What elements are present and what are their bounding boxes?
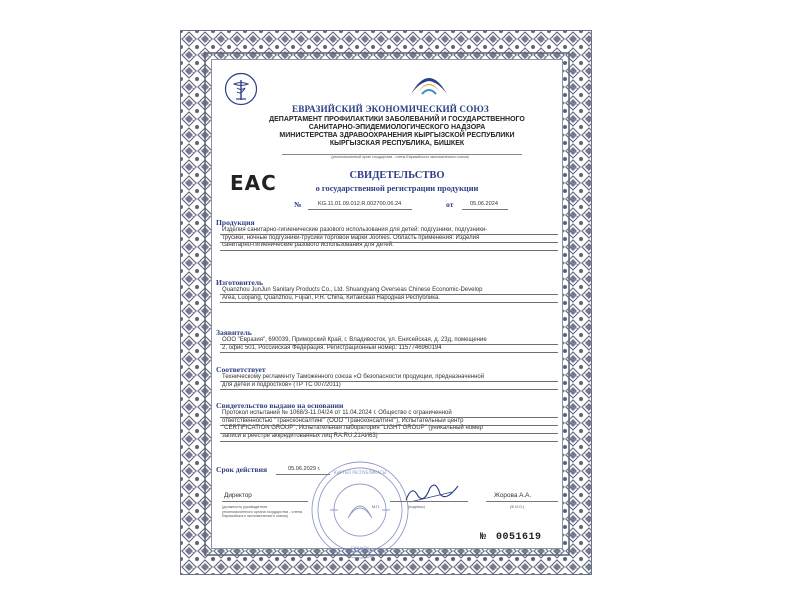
- body-line: 2, офис 501, Российская Федерация. Регистрационный номер: 1157746960194: [222, 344, 442, 351]
- position-note-line: уполномоченного органа государства - члена: [222, 509, 302, 514]
- department-line: МИНИСТЕРСТВА ЗДРАВООХРАНЕНИЯ КЫРГЫЗСКОЙ РЕСПУБЛИКИ: [279, 132, 515, 139]
- serial-label: №: [480, 532, 487, 543]
- body-line: Техническому регламенту Таможенного союза «О безопасности продукции, предназначенной: [222, 374, 485, 380]
- authority-note: (уполномоченный орган государства - члена Евразийского экономического союза): [331, 155, 469, 159]
- seal-label: М.П.: [372, 505, 381, 509]
- body-line: Изделия санитарно-гигиенические разового использования для детей: подгузники, подгузники-: [222, 227, 488, 233]
- section-heading-applicant: Заявитель: [216, 328, 252, 337]
- number-label: №: [294, 200, 302, 209]
- official-seal-stamp: [308, 458, 412, 562]
- eac-mark-logo: [230, 171, 277, 195]
- medical-emblem-icon: [224, 72, 258, 106]
- document-subtitle: о государственной регистрации продукции: [315, 184, 479, 193]
- position-note-line: Евразийского экономического союза): [222, 514, 288, 519]
- registration-date: 05.06.2024: [470, 201, 498, 207]
- document-title: СВИДЕТЕЛЬСТВО: [349, 170, 445, 181]
- eaeu-emblem-icon: [408, 68, 450, 98]
- validity-date: 05.06.2029 г.: [288, 466, 321, 472]
- department-line: КЫРГЫЗСКАЯ РЕСПУБЛИКА, БИШКЕК: [329, 140, 465, 147]
- department-line: ДЕПАРТАМЕНТ ПРОФИЛАКТИКИ ЗАБОЛЕВАНИЙ И ГОСУДАРСТВЕННОГО: [269, 116, 525, 123]
- svg-text:КЫРГЫЗ РЕСПУБЛИКАСЫ: КЫРГЫЗ РЕСПУБЛИКАСЫ: [333, 470, 387, 475]
- position-note: [222, 505, 314, 519]
- department-block: [252, 116, 542, 148]
- fio-note: (Ф.И.О.): [510, 505, 525, 509]
- signer-name: Жорова А.А.: [494, 492, 532, 499]
- svg-text:БИШКЕК: БИШКЕК: [350, 546, 370, 551]
- section-heading-manufacturer: Изготовитель: [216, 278, 264, 287]
- signer-position: Директор: [224, 492, 252, 499]
- body-line: трусики, ночные подгузники-трусики торговой марки Joonies. Область применения: Изделия: [222, 234, 480, 241]
- body-line: Quanzhou JunJun Sanitary Products Co., Ltd. Shuangyang Overseas Chinese Economic-Develop: [222, 287, 483, 293]
- signature-note: (подпись): [408, 505, 425, 509]
- body-line: записи в реестре аккредитованных лиц RA.RU.21АИ63): [222, 432, 378, 439]
- section-heading-conformity: Соответствует: [216, 365, 266, 374]
- body-line: Area, Luojiang, Quanzhou, Fujian, P.R. China, Китайская Народная Республика.: [222, 294, 440, 301]
- eac-mark: EAC: [230, 171, 277, 195]
- body-line: Протокол испытаний № 1068/3-11.04/24 от 11.04.2024 г. Общество с ограниченной: [222, 410, 452, 416]
- body-line: санитарно-гигиенические разового использования для детей.: [222, 242, 394, 249]
- registration-number: KG.11.01.09.012.R.002700.06.24: [318, 201, 402, 207]
- date-label: от: [446, 200, 454, 209]
- body-line: "CERTIFICATION GROUP", Испытательная лаборатория "LIGHT GROUP" (уникальный номер: [222, 425, 483, 432]
- validity-label: Срок действия: [216, 465, 268, 474]
- department-line: САНИТАРНО-ЭПИДЕМИОЛОГИЧЕСКОГО НАДЗОРА: [308, 124, 486, 131]
- section-body-product: [222, 227, 558, 250]
- certificate-page: [180, 30, 592, 575]
- position-note-line: (должность руководителя: [222, 505, 268, 509]
- body-line: для детей и подростков» (ТР ТС 007/2011): [222, 381, 341, 388]
- body-line: ООО "Евразия", 690039, Приморский Край, г. Владивосток, ул. Енисейская, д. 23д, помещение: [222, 337, 487, 343]
- serial-number: 0051619: [496, 532, 542, 543]
- union-title: ЕВРАЗИЙСКИЙ ЭКОНОМИЧЕСКИЙ СОЮЗ: [292, 104, 489, 114]
- section-heading-product: Продукция: [216, 218, 255, 227]
- section-heading-basis: Свидетельство выдано на основании: [216, 401, 344, 410]
- signature-scribble: [402, 480, 462, 506]
- certificate-body: [211, 59, 563, 549]
- body-line: ответственностью "Трансконсалтинг" (ООО "Трансконсалтинг"), Испытательный центр: [222, 417, 464, 424]
